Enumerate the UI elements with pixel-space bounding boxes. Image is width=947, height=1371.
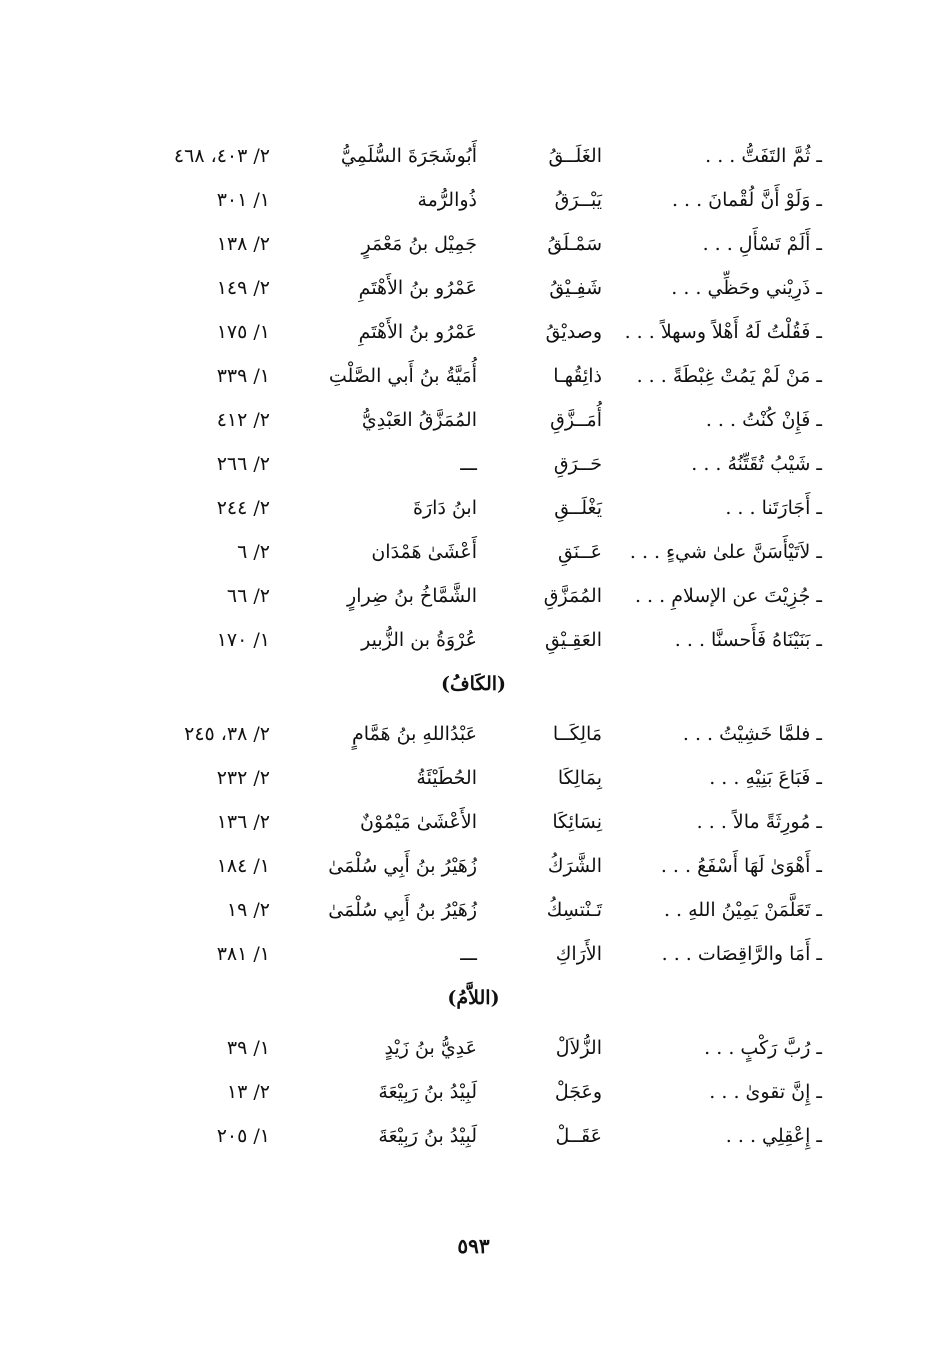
page-reference: ٢/ ١٩ <box>226 899 270 921</box>
page-reference: ٢/ ١٣٨ <box>216 233 270 255</box>
rhyme-word: الزُّلاَلْ <box>555 1037 602 1059</box>
rhyme-word: سَمْـلَقُ <box>547 233 602 255</box>
table-row <box>0 354 947 398</box>
verse-opening: ـ أَجَارَتَنا . . . <box>725 497 822 519</box>
page-reference: ٢/ ٢٣٢ <box>216 767 270 789</box>
page-reference: ١/ ٣٠١ <box>216 189 270 211</box>
rhyme-word: بِمَالِكَا <box>557 767 602 789</box>
section-heading-kaf: (الكَافُ) <box>440 673 507 695</box>
rhyme-word: أُمَــزَّقِ <box>550 409 602 431</box>
poet-name-unknown-dash: ـــ <box>460 943 477 965</box>
verse-opening: ـ فلمَّا خَشِيْتُ . . . <box>682 723 822 745</box>
poet-name: زُهَيْرُ بنُ أَبِي سُلْمَىٰ <box>328 899 477 921</box>
table-row <box>0 574 947 618</box>
rhyme-word: المُمَزَّقِ <box>543 585 602 607</box>
poet-name: زُهَيْرُ بنُ أَبِي سُلْمَىٰ <box>328 855 477 877</box>
poet-name: لَبِيْدُ بنُ رَبِيْعَةَ <box>378 1125 477 1147</box>
verse-opening: ـ رُبَّ رَكْبٍ . . . <box>704 1037 822 1059</box>
rhyme-word: تَـنْتسِكُ <box>546 899 602 921</box>
page-reference: ١/ ٢٠٥ <box>216 1125 270 1147</box>
rhyme-word: نِسَائِكَا <box>552 811 602 833</box>
poet-name: ابنُ دَارَةَ <box>413 497 477 519</box>
page-number: ٥٩٣ <box>457 1234 490 1258</box>
verse-opening: ـ جُزِيْتَ عن الإسلامِ . . . <box>634 585 822 607</box>
table-row <box>0 222 947 266</box>
verse-opening: ـ أَهْوَىٰ لَهَا أَسْفَعُ . . . <box>660 855 822 877</box>
rhyme-word: شَفِـيْقُ <box>549 277 602 299</box>
table-row <box>0 310 947 354</box>
rhyme-word: الأَرَاكِ <box>555 943 602 965</box>
table-row <box>0 756 947 800</box>
table-row <box>0 800 947 844</box>
table-row <box>0 442 947 486</box>
poet-name: أُمَيَّةُ بنُ أَبي الصَّلْتِ <box>328 365 477 387</box>
page-reference: ١/ ١٨٤ <box>216 855 270 877</box>
poet-name: لَبِيْدُ بنُ رَبِيْعَةَ <box>378 1081 477 1103</box>
page-reference: ١/ ٣٨١ <box>216 943 270 965</box>
table-row <box>0 844 947 888</box>
poet-name: عَبْدُاللهِ بنُ هَمَّامٍ <box>352 723 477 745</box>
rhyme-word: وعَجَلْ <box>554 1081 602 1103</box>
page-reference: ٢/ ٤١٢ <box>216 409 270 431</box>
rhyme-word: مَالِكَــا <box>552 723 602 745</box>
page-reference: ٢/ ١٤٩ <box>216 277 270 299</box>
poet-name: الأَعْشَىٰ مَيْمُوْنٌ <box>360 811 477 833</box>
poet-name: عُرْوَةُ بن الزُّبير <box>361 629 477 651</box>
verse-opening: ـ إِعْقِلِي . . . <box>725 1125 822 1147</box>
page-reference: ١/ ١٧٠ <box>216 629 270 651</box>
poet-name: أَعْشَىٰ هَمْدَان <box>371 541 477 563</box>
poet-name: المُمَزَّقُ العَبْدِيُّ <box>361 409 477 431</box>
table-row <box>0 398 947 442</box>
table-row <box>0 134 947 178</box>
page-reference: ٢/ ٢٤٤ <box>216 497 270 519</box>
page-reference: ٢/ ٢٦٦ <box>216 453 270 475</box>
table-row <box>0 712 947 756</box>
poet-name-unknown-dash: ـــ <box>460 453 477 475</box>
rhyme-word: حَــرَقِ <box>553 453 602 475</box>
section-heading-lam: (اللاَّمُ) <box>447 987 500 1009</box>
page-reference: ٢/ ١٣ <box>226 1081 270 1103</box>
verse-opening: ـ شَيْبُ تُقَتِّنُهُ . . . <box>691 453 822 475</box>
poet-name: ذُوالرُّمة <box>417 189 477 211</box>
verse-opening: ـ أَلَمْ تَسْأَلِ . . . <box>702 233 822 255</box>
poet-name: أَبُوشَجَرَةَ السُّلَمِيُّ <box>340 145 477 167</box>
table-row <box>0 888 947 932</box>
page-reference: ٢/ ٦٦ <box>226 585 270 607</box>
verse-opening: ـ بَنَيْنَاهُ فَأَحسنَّا . . . <box>674 629 822 651</box>
verse-opening: ـ ذَرِيْني وحَظِّي . . . <box>671 277 822 299</box>
rhyme-word: عَــنَقِ <box>557 541 602 563</box>
table-row <box>0 266 947 310</box>
rhyme-word: ذائِقُهـا <box>553 365 602 387</box>
page-reference: ٢/ ١٣٦ <box>216 811 270 833</box>
table-row <box>0 1026 947 1070</box>
verse-opening: ـ فَبَاعَ بَنِيْهِ . . . <box>709 767 822 789</box>
poet-name: جَمِيْل بنُ مَعْمَرٍ <box>361 233 477 255</box>
table-row <box>0 530 947 574</box>
verse-opening: ـ وَلَوْ أَنَّ لُقْمانَ . . . <box>671 189 822 211</box>
rhyme-word: العَقِـيْقِ <box>545 629 602 651</box>
poet-name: عَمْرُو بنُ الأَهْتَمِ <box>358 321 477 343</box>
poet-name: الشَّمَّاخُ بنُ ضِرارٍ <box>347 585 477 607</box>
verse-opening: ـ أَمَا والرَّاقِصَات . . . <box>661 943 822 965</box>
page-reference: ١/ ٣٣٩ <box>216 365 270 387</box>
page-reference: ١/ ١٧٥ <box>216 321 270 343</box>
verse-opening: ـ مَنْ لَمْ يَمُتْ غِبْطَةً . . . <box>636 365 822 387</box>
table-row <box>0 618 947 662</box>
rhyme-word: عَقَــلْ <box>555 1125 602 1147</box>
page-reference: ١/ ٣٩ <box>226 1037 270 1059</box>
poet-name: الحُطَيْئَةُ <box>416 767 477 789</box>
table-row <box>0 486 947 530</box>
page-reference: ٢/ ٦ <box>237 541 270 563</box>
table-row <box>0 1114 947 1158</box>
verse-opening: ـ فَقُلْتُ لَهُ أَهْلاً وسهلاً . . . <box>624 321 822 343</box>
verse-opening: ـ فَإِنْ كُنْتُ . . . <box>705 409 822 431</box>
verse-opening: ـ لاَتَيْأَسَنَّ علىٰ شيءٍ . . . <box>629 541 822 563</box>
rhyme-word: الشَّرَكُ <box>547 855 602 877</box>
rhyme-word: الغَلَــقُ <box>548 145 602 167</box>
poet-name: عَمْرُو بنُ الأَهْتَمِ <box>358 277 477 299</box>
page-reference: ٢/ ٣٨، ٢٤٥ <box>184 723 270 745</box>
poet-name: عَدِيُّ بنُ زَيْدٍ <box>384 1037 477 1059</box>
page-reference: ٢/ ٤٠٣، ٤٦٨ <box>173 145 270 167</box>
rhyme-word: وصديْقُ <box>545 321 602 343</box>
verse-opening: ـ ثُمَّ التَفَتُّ . . . <box>705 145 822 167</box>
table-row <box>0 932 947 976</box>
table-row <box>0 178 947 222</box>
verse-opening: ـ إِنَّ تقوىٰ . . . <box>709 1081 822 1103</box>
rhyme-word: يَغْلَــقِ <box>554 497 602 519</box>
rhyme-word: يَبْــرَقُ <box>554 189 602 211</box>
table-row <box>0 1070 947 1114</box>
verse-opening: ـ تَعَلَّمَنْ يَمِيْنُ اللهِ . . <box>663 899 822 921</box>
verse-opening: ـ مُورِثَةً مالاً . . . <box>696 811 822 833</box>
